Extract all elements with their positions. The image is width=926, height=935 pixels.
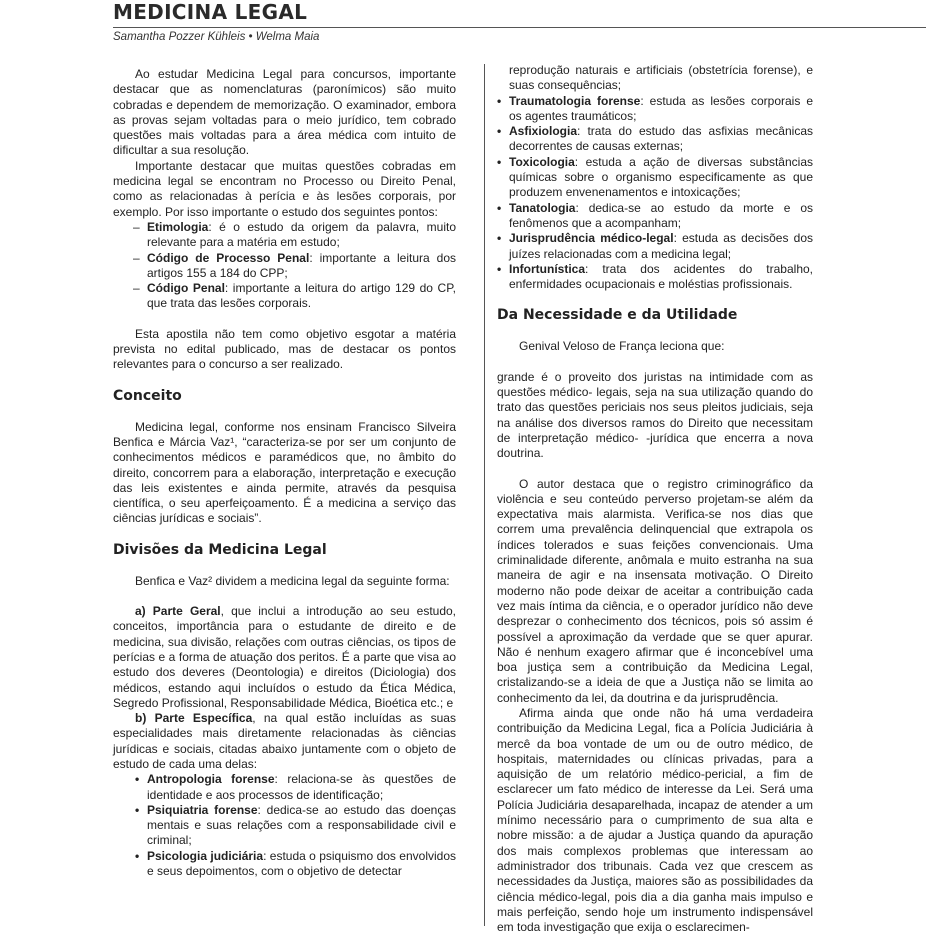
point-term: Código de Processo Penal	[147, 250, 310, 265]
specialty-text: : estuda a ação de diversas substâncias químicas sobre o organismo especificamente as que produzem envenenamentos e intoxicações;	[509, 154, 813, 200]
left-column	[113, 67, 456, 879]
divisoes-heading: Divisões da Medicina Legal	[113, 541, 327, 558]
column-divider	[484, 64, 485, 926]
point-term: Código Penal	[147, 281, 225, 296]
specialty-term: Tanatologia	[509, 200, 576, 215]
right-column	[497, 63, 813, 935]
list-item	[497, 155, 813, 201]
parte-geral-text: , que inclui a introdução ao seu estudo, conceitos, importância para o estudante de direito e de medicina, sua divisão, relações com outras ciências, os tipos de perícias e a forma de atuação dos peritos. É a parte que visa ao estudo dos deveres (Deontologia) e direitos (Diciologia) dos médicos, estando aqui incluídos o estudo da Ética Médica, Segredo Profissional, Responsabilidade Médica, Bioética etc.; e	[113, 604, 457, 710]
key-points-list	[113, 220, 456, 312]
necessidade-heading: Da Necessidade e da Utilidade	[497, 307, 738, 324]
list-item	[497, 124, 813, 155]
list-item	[135, 849, 456, 880]
conceito-heading: Conceito	[113, 387, 182, 404]
specialties-list-right	[497, 94, 813, 293]
point-text: : é o estudo da origem da palavra, muito relevante para a matéria em estudo;	[147, 219, 456, 250]
specialty-text: : dedica-se ao estudo da morte e os fenômenos que a acompanham;	[509, 200, 813, 230]
intro-paragraph-2: Importante destacar que muitas questões cobradas em medicina legal se encontram no Processo ou Direito Penal, como as relacionadas à perícia e às lesões corporais, por exemplo. Por isso importante o estudo dos seguintes pontos:	[113, 158, 456, 219]
list-item	[497, 94, 813, 125]
specialty-text: : trata dos acidentes do trabalho, enfermidades ocupacionais e moléstias profissionais.	[509, 261, 813, 292]
intro-paragraph-1: Ao estudar Medicina Legal para concursos, importante destacar que as nomenclaturas (paronímicos) são muito cobradas e dependem de memorização. O examinador, embora as provas sejam voltadas para o meio jurídico, tem cobrado questões mais voltadas para a área médica com intuito de dificultar a sua resolução.	[113, 67, 456, 158]
specialty-text: : estuda as decisões dos juízes relacionadas com a medicina legal;	[509, 231, 813, 261]
specialty-term: Psiquiatria forense	[147, 802, 258, 817]
point-text: : importante a leitura do artigo 129 do CP, que trata das lesões corporais.	[147, 281, 457, 311]
page-title: MEDICINA LEGAL	[113, 0, 308, 24]
specialty-text: : estuda as lesões corporais e os agentes traumáticos;	[509, 93, 813, 123]
list-item	[133, 251, 456, 282]
conceito-paragraph: Medicina legal, conforme nos ensinam Francisco Silveira Benfica e Márcia Vaz¹, “caracteriza-se por ser um conjunto de conhecimentos médicos e paramédicos que, no âmbito do direito, concorrem para a elaboração, interpretação e execução das leis existentes e ainda permite, através da pesquisa científica, o seu aperfeiçoamento. É a medicina a serviço das ciências jurídicas e sociais”.	[113, 419, 456, 526]
list-item	[497, 201, 813, 232]
specialty-term: Asfixiologia	[509, 124, 578, 139]
specialty-term: Toxicologia	[509, 154, 575, 169]
list-item	[133, 281, 456, 312]
specialty-term: Infortunística	[509, 261, 586, 276]
block-quote: grande é o proveito dos juristas na intimidade com as questões médico- legais, seja na sua utilização quando do trato das questões periciais nos seus pleitos judiciais, seja na análise dos diversos ramos do Direito que necessitam de interpretação médico- -jurídica que encerra a nova doutrina.	[497, 369, 813, 461]
parte-geral-paragraph	[113, 604, 456, 711]
divisoes-intro: Benfica e Vaz² dividem a medicina legal da seguinte forma:	[135, 573, 450, 588]
list-item	[133, 220, 456, 251]
specialty-text: : estuda o psiquismo dos envolvidos e seus depoimentos, com o objetivo de detectar	[147, 848, 457, 879]
genival-intro: Genival Veloso de França leciona que:	[519, 339, 725, 354]
list-item	[497, 231, 813, 262]
authors-line: Samantha Pozzer Kühleis • Welma Maia	[113, 31, 320, 43]
point-text: : importante a leitura dos artigos 155 a 184 do CPP;	[147, 250, 456, 280]
parte-especifica-paragraph	[113, 711, 456, 772]
autor-paragraph: O autor destaca que o registro criminográfico da violência e seu conteúdo perverso projetam-se além da expectativa mais alarmista. Verifica-se nos dias que correm uma prevalência delinquencial que extrapola os índices tolerados e suas feições convencionais. Uma criminalidade diferente, anômala e muito estranha na sua maneira de agir e na insensata motivação. O Direito moderno não pode deixar de aceitar a contribuição cada vez mais íntima da ciência, e o operador jurídico não deve desprezar o conhecimento dos técnicos, pois só assim é possível a aproximação da verdade que se quer apurar. Não é nenhum exagero afirmar que é inconcebível uma boa justiça sem a contribuição da Medicina Legal, cristalizando-se a ideia de que a Justiça não se limita ao conhecimento da lei, da doutrina e da jurisprudência.	[497, 476, 813, 705]
parte-especifica-term: b) Parte Específica	[135, 711, 253, 726]
list-item	[135, 772, 456, 803]
specialties-list-left	[113, 772, 456, 879]
list-item	[497, 262, 813, 293]
specialty-term: Psicologia judiciária	[147, 848, 264, 863]
afirma-paragraph: Afirma ainda que onde não há uma verdadeira contribuição da Medicina Legal, fica a Polícia Judiciária à mercê da boa vontade de um ou de outro médico, de hospitais, maternidades ou clínicas privadas, para a aquisição de um relatório médico-pericial, a fim de esclarecer um fato médico de interesse da Lei. Será uma Polícia Judiciária desaparelhada, incapaz de atender a um mínimo necessário para o cumprimento de sua alta e nobre missão: a de ajudar a Justiça quando da apuração dos mais complexos problemas que interessam ao administrador dos tribunais. Cada vez que crescem as necessidades da Justiça, maiores são as possibilidades da ciência médico-legal, pois dia a dia ganha mais impulso e mais perfeição, sendo hoje um instrumento indispensável em toda investigação que exija o esclarecimen-	[497, 705, 813, 935]
specialty-term: Antropologia forense	[147, 772, 275, 787]
specialty-term: Jurisprudência médico-legal	[509, 231, 674, 246]
specialty-text: : trata do estudo das asfixias mecânicas decorrentes de causas externas;	[509, 124, 813, 154]
list-item	[135, 803, 456, 849]
point-term: Etimologia	[147, 219, 209, 234]
specialty-term: Traumatologia forense	[509, 93, 641, 108]
continuation-text: reprodução naturais e artificiais (obstetrícia forense), e suas consequências;	[509, 63, 813, 93]
parte-geral-term: a) Parte Geral	[135, 604, 221, 619]
specialty-text: : relaciona-se às questões de identidade e aos processos de identificação;	[147, 772, 456, 802]
specialty-text: : dedica-se ao estudo das doenças mentais e suas relações com a responsabilidade civil e criminal;	[147, 802, 456, 848]
intro-paragraph-3: Esta apostila não tem como objetivo esgotar a matéria prevista no edital publicado, mas de destacar os pontos relevantes para o concurso a ser realizado.	[113, 326, 456, 372]
parte-especifica-text: , na qual estão incluídas as suas especialidades mais diretamente relacionadas às ciências jurídicas e sociais, citadas abaixo juntamente com o objeto de estudo de cada uma delas:	[113, 711, 456, 771]
title-divider	[113, 27, 926, 28]
